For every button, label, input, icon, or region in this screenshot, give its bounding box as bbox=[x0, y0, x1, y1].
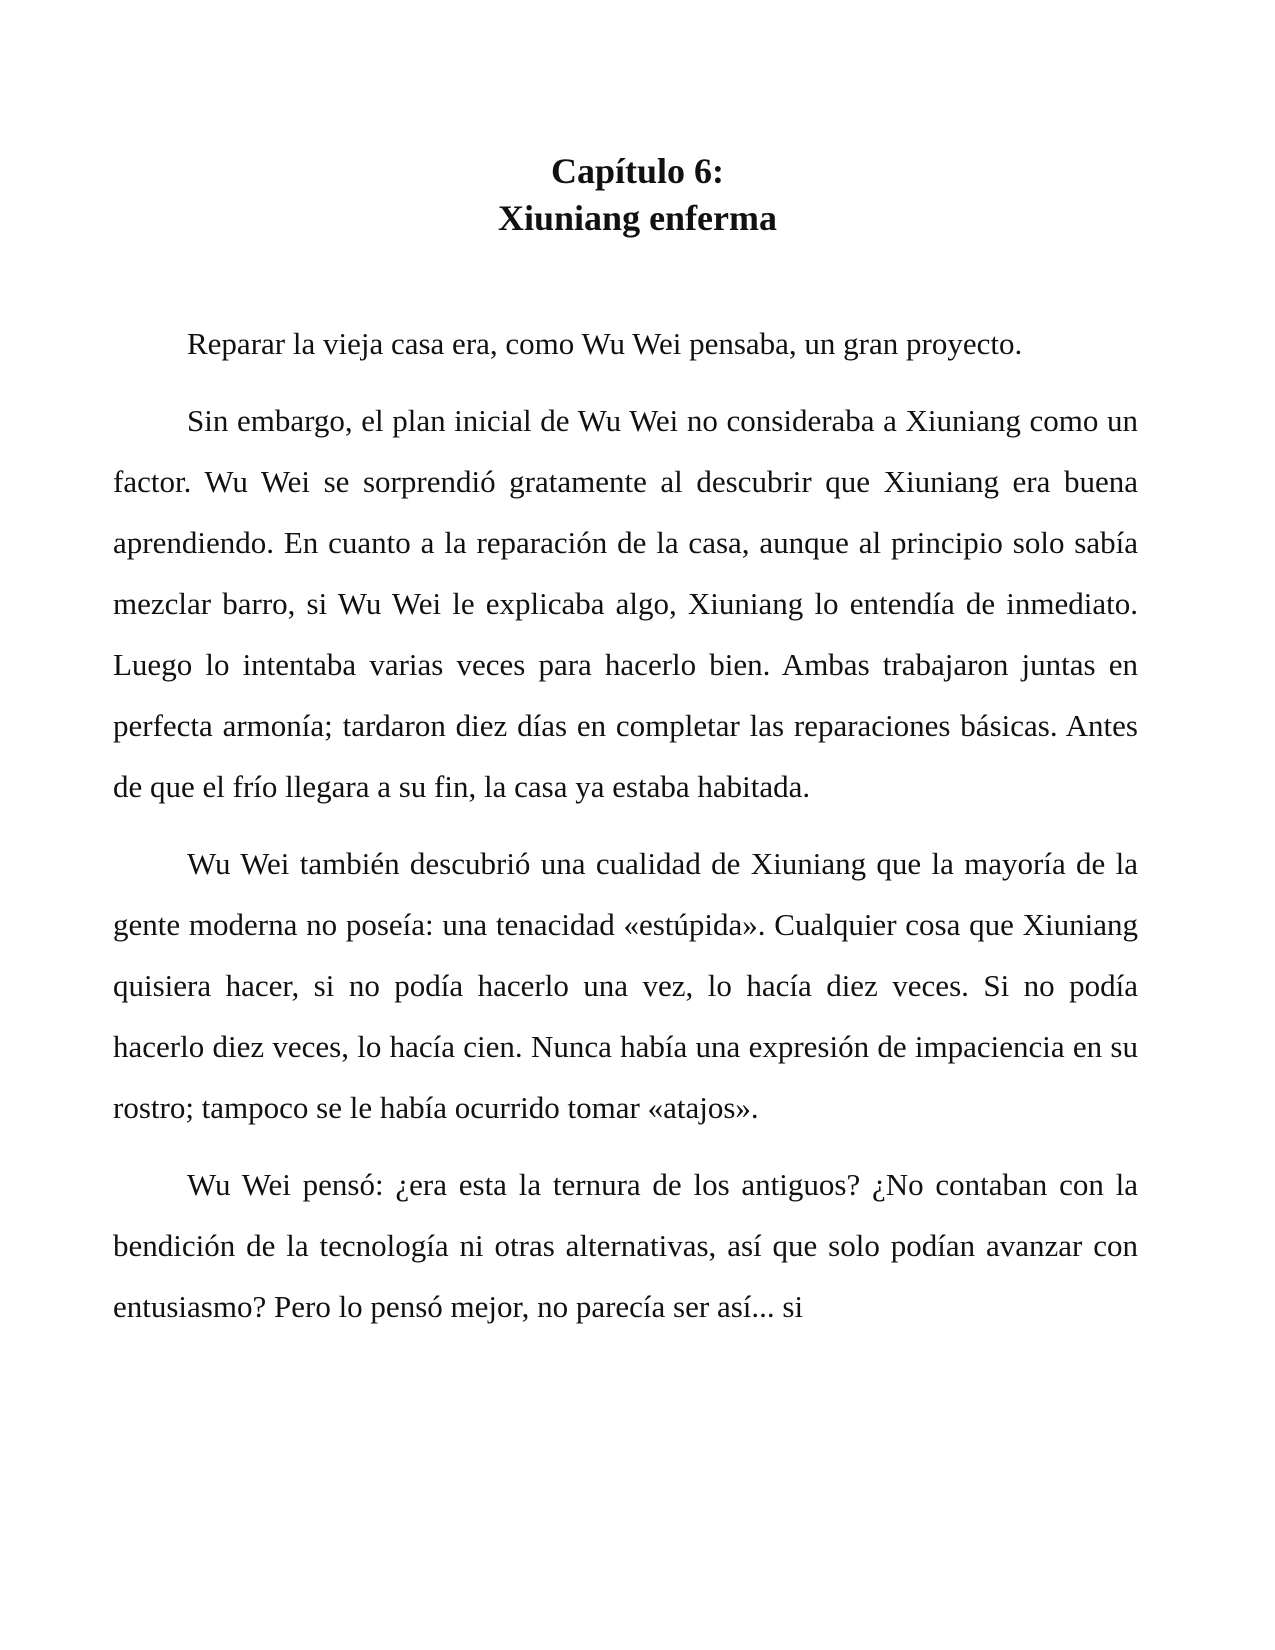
paragraph: Wu Wei pensó: ¿era esta la ternura de los antiguos? ¿No contaban con la bendición de la tecnología ni otras alternativas, así que solo podían avanzar con entusiasmo? Pero lo pensó mejor, no parecía ser así... si bbox=[113, 1167, 1138, 1324]
paragraph: Reparar la vieja casa era, como Wu Wei pensaba, un gran proyecto. bbox=[187, 326, 1023, 361]
paragraph: Wu Wei también descubrió una cualidad de Xiuniang que la mayoría de la gente moderna no poseía: una tenacidad «estúpida». Cualquier cosa que Xiuniang quisiera hacer, si no podía hacerlo una vez, lo hacía diez veces. Si no podía hacerlo diez veces, lo hacía cien. Nunca había una expresión de impaciencia en su rostro; tampoco se le había ocurrido tomar «atajos». bbox=[113, 846, 1138, 1125]
chapter-title: Xiuniang enferma bbox=[498, 198, 777, 238]
chapter-body bbox=[113, 313, 1138, 1337]
chapter-heading bbox=[0, 148, 1275, 242]
paragraph: Sin embargo, el plan inicial de Wu Wei no consideraba a Xiuniang como un factor. Wu Wei se sorprendió gratamente al descubrir que Xiuniang era buena aprendiendo. En cuanto a la reparación de la casa, aunque al principio solo sabía mezclar barro, si Wu Wei le explicaba algo, Xiuniang lo entendía de inmediato. Luego lo intentaba varias veces para hacerlo bien. Ambas trabajaron juntas en perfecta armonía; tardaron diez días en completar las reparaciones básicas. Antes de que el frío llegara a su fin, la casa ya estaba habitada. bbox=[113, 403, 1138, 804]
chapter-number: Capítulo 6: bbox=[550, 151, 725, 191]
